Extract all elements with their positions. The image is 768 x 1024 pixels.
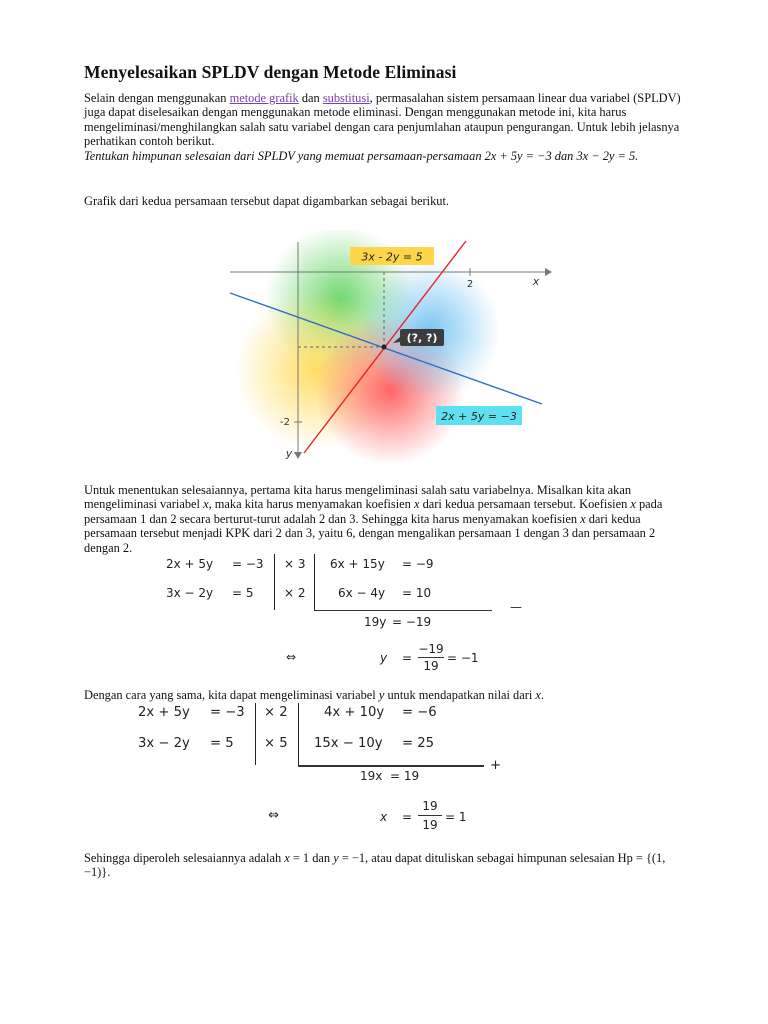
step1-text-c: dari kedua persamaan tersebut. Koefisien [419,497,631,512]
elim1-eq2-rhs: = 5 [232,586,254,600]
elim2-eq1-rhs: = −3 [210,705,245,720]
page-title: Menyelesaikan SPLDV dengan Metode Eliminasi [84,62,457,82]
step1-var: x [203,497,209,512]
elim2-final-val: = 1 [445,810,467,824]
elim2-res1-rhs: = −6 [402,705,437,720]
label-eq1: 3x - 2y = 5 [361,250,423,264]
elim2-final-var: x [380,810,388,824]
elim2-final-eq: = [402,810,413,824]
link-metode-grafik[interactable]: metode grafik [229,91,299,105]
graph-intro-text: Grafik dari kedua persamaan tersebut dapat digambarkan sebagai berikut. [84,194,450,208]
elim1-eq2-lhs: 3x − 2y [166,586,214,600]
elim2-frac-num: 19 [422,799,438,813]
x-tick-label: 2 [466,279,474,290]
elim2-eq2-lhs: 3x − 2y [138,736,190,751]
intro-text-2: dan [298,91,323,105]
y-axis-arrow [294,452,302,459]
step1-var: x [580,511,586,526]
intro-text-3: , permasalahan sistem persamaan linear dua variabel (SPLDV) juga dapat diselesaikan dengan menggunakan metode eliminasi. Dengan menggunakan metode ini, kita harus mengeliminasi/menghilangkan salah satu variabel dengan cara penjumlahan ataupun pengurangan. Untuk lebih jelasnya perhatikan contoh berikut. [84,91,681,149]
x-axis-label: x [532,275,540,288]
step2-text-a: Dengan cara yang sama, kita dapat mengeliminasi variabel [84,688,379,702]
elim1-separator-left [274,554,275,610]
elim1-res2-rhs: = 10 [402,586,432,600]
elim1-mult2: × 2 [284,586,306,600]
elim2-res2-rhs: = 25 [402,736,435,751]
intro-paragraph [84,91,684,149]
elim1-eq1-lhs: 2x + 5y [166,557,214,571]
elim1-final-eq: = [402,651,413,665]
conclusion-text-b: = 1 dan [289,851,334,865]
elim1-res1-lhs: 6x + 15y [330,557,385,571]
elim1-frac-bar [418,657,444,658]
step1-text-a: Untuk menentukan selesaiannya, pertama kita harus mengeliminasi salah satu variabelnya. Misalkan kita akan mengeliminasi variabel [84,483,632,512]
conclusion-var: y [333,851,339,865]
intro-text-1: Selain dengan menggunakan [84,91,230,105]
step2-var: x [535,688,541,702]
step2-text-c: . [540,688,545,702]
elim1-final-var: y [380,651,388,665]
elim1-res1-rhs: = −9 [402,557,434,571]
conclusion-text-c: = −1, atau dapat dituliskan sebagai himpunan selesaian Hp = {(1, −1)}. [84,851,666,880]
elim2-operator: + [490,758,502,773]
step1-paragraph [84,483,684,555]
elim2-frac-bar [418,815,442,816]
elim1-operator: — [510,600,522,614]
elim1-res2-lhs: 6x − 4y [338,586,386,600]
elim1-separator-right [314,554,315,610]
step2-text-b: untuk mendapatkan nilai dari [384,688,536,702]
step1-var: x [413,497,420,512]
elim2-sum-lhs: 19x [360,769,383,783]
conclusion-text-a: Sehingga diperoleh selesaiannya adalah [84,851,285,865]
y-axis-label: y [285,447,293,460]
example-problem: Tentukan himpunan selesaian dari SPLDV yang memuat persamaan-persamaan 2x + 5y = −3 dan 3x − 2y = 5. [84,149,639,163]
elim2-sum-rhs: = 19 [390,769,420,783]
elim1-sum-rhs: = −19 [392,615,432,629]
conclusion-paragraph [84,851,684,880]
elim2-res2-lhs: 15x − 10y [314,736,383,751]
step1-text-b: , maka kita harus menyamakan koefisien [208,497,414,512]
intersection-point [382,345,387,350]
elim1-sum-lhs: 19y [364,615,387,629]
elim1-final-val: = −1 [447,651,479,665]
elim2-frac-den: 19 [422,818,438,832]
elim2-separator-left [255,703,256,765]
elim1-frac-num: −19 [418,642,444,656]
x-axis-arrow [545,268,552,276]
label-point: (?, ?) [406,331,438,345]
elim1-frac-den: 19 [423,659,439,673]
elim1-iff: ⇔ [286,650,297,664]
elim2-eq2-rhs: = 5 [210,736,234,751]
step1-text-e: dari kedua persamaan tersebut menjadi KPK dari 2 dan 3, yaitu 6, dengan mengalikan persamaan 1 dengan 3 dan persamaan 2 dengan 2. [84,511,656,555]
elim2-iff: ⇔ [268,808,280,823]
conclusion-var: x [284,851,290,865]
step1-text-d: pada persamaan 1 dan 2 secara berturut-turut adalah 2 dan 3. Sehingga kita harus menyamakan koefisien [84,497,663,526]
step1-var: x [630,497,636,512]
link-substitusi[interactable]: substitusi [322,91,370,105]
step2-paragraph [84,688,684,702]
spldv-graph [220,230,560,470]
label-eq2: 2x + 5y = −3 [441,410,517,423]
elim2-sum-line [298,765,484,767]
step2-var: y [378,688,385,702]
elim2-separator-right [298,703,299,765]
elim2-mult1: × 2 [264,705,288,720]
y-tick-label: -2 [280,417,290,428]
elim1-sum-line [314,610,492,611]
elim1-eq1-rhs: = −3 [232,557,264,571]
elim2-res1-lhs: 4x + 10y [324,705,385,720]
elim2-mult2: × 5 [264,736,288,751]
elim1-mult1: × 3 [284,557,306,571]
elim2-eq1-lhs: 2x + 5y [138,705,190,720]
